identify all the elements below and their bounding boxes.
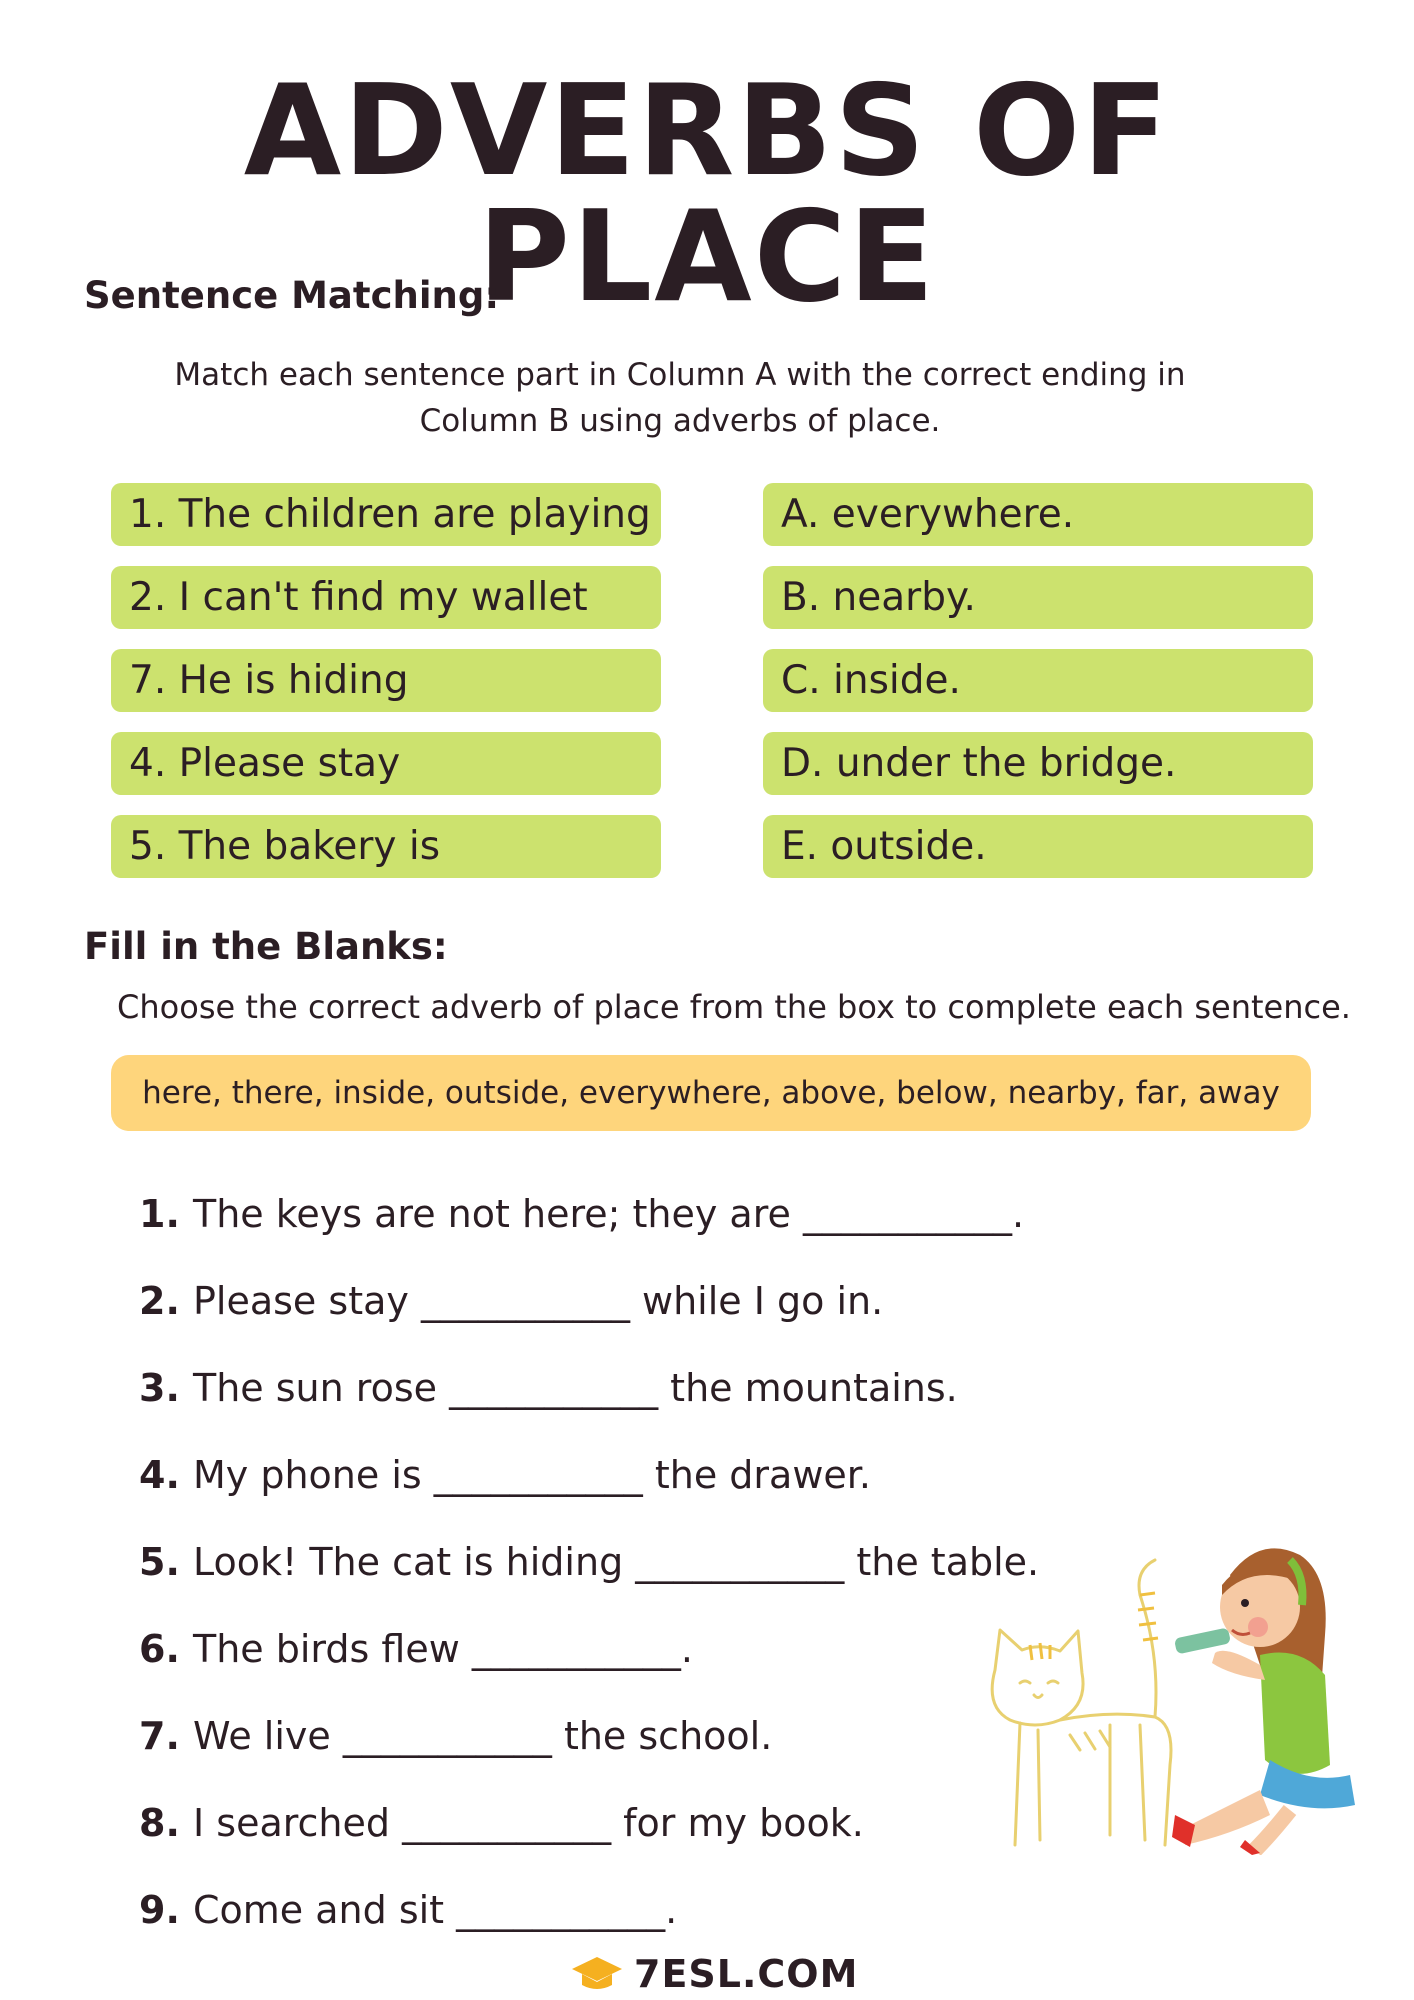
girl-figure [1172,1548,1355,1855]
matching-instructions-line1: Match each sentence part in Column A with the correct ending in [174,357,1186,393]
cat-drawing [992,1560,1171,1845]
item-number: 4. [139,1452,180,1497]
column-a [111,483,661,898]
item-number: 5. [139,1539,180,1584]
girl-drawing-cat-illustration [960,1535,1380,1855]
item-number: 1. [139,1191,180,1236]
item-text[interactable]: The keys are not here; they are ___________. [193,1191,1025,1236]
logo [570,1952,858,1996]
graduation-cap-icon [570,1955,624,1993]
fill-item [139,1431,1139,1518]
matching-heading: Sentence Matching: [84,274,500,317]
column-b-item[interactable]: B. nearby. [763,566,1313,629]
item-text[interactable]: I searched ___________ for my book. [193,1800,864,1845]
item-text[interactable]: The sun rose ___________ the mountains. [193,1365,958,1410]
fill-heading: Fill in the Blanks: [84,925,448,968]
column-a-item[interactable]: 4. Please stay [111,732,661,795]
item-text[interactable]: Please stay ___________ while I go in. [193,1278,884,1323]
item-number: 8. [139,1800,180,1845]
item-number: 3. [139,1365,180,1410]
column-b-item[interactable]: D. under the bridge. [763,732,1313,795]
column-b-item[interactable]: A. everywhere. [763,483,1313,546]
matching-instructions [100,352,1260,444]
column-a-item[interactable]: 1. The children are playing [111,483,661,546]
item-number: 9. [139,1887,180,1932]
column-b [763,483,1313,898]
item-text[interactable]: We live ___________ the school. [193,1713,773,1758]
fill-item [139,1257,1139,1344]
item-text[interactable]: The birds flew ___________. [193,1626,693,1671]
word-box: here, there, inside, outside, everywhere, above, below, nearby, far, away [111,1055,1311,1131]
fill-item [139,1344,1139,1431]
fill-item [139,1170,1139,1257]
item-text[interactable]: Come and sit ___________. [193,1887,678,1932]
item-number: 7. [139,1713,180,1758]
logo-text: 7ESL.COM [634,1952,859,1996]
fill-item [139,1866,1139,1953]
item-text[interactable]: Look! The cat is hiding ___________ the table. [193,1539,1040,1584]
column-a-item[interactable]: 5. The bakery is [111,815,661,878]
matching-instructions-line2: Column B using adverbs of place. [419,403,941,439]
item-number: 2. [139,1278,180,1323]
page-title: ADVERBS OF PLACE [243,57,1171,330]
item-text[interactable]: My phone is ___________ the drawer. [193,1452,872,1497]
column-a-item[interactable]: 2. I can't find my wallet [111,566,661,629]
item-number: 6. [139,1626,180,1671]
column-a-item[interactable]: 7. He is hiding [111,649,661,712]
fill-instructions: Choose the correct adverb of place from the box to complete each sentence. [117,988,1351,1026]
column-b-item[interactable]: C. inside. [763,649,1313,712]
column-b-item[interactable]: E. outside. [763,815,1313,878]
